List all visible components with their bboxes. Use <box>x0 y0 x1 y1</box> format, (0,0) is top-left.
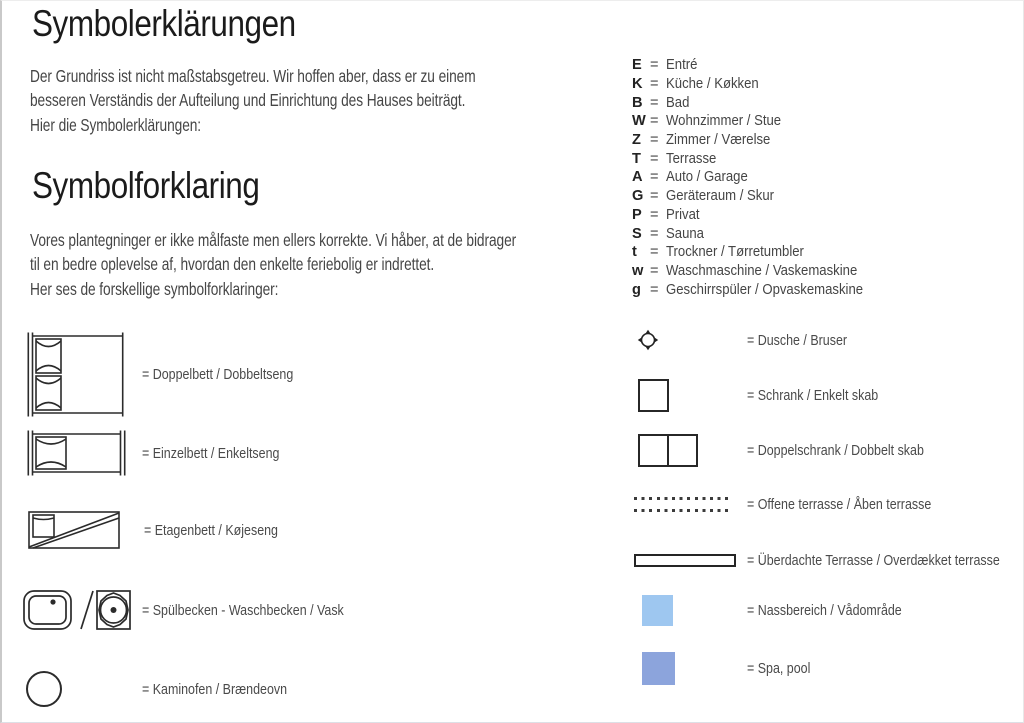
intro-da-line: til en bedre oplevelse af, hvordan den enkelte feriebolig er indrettet. <box>30 254 435 275</box>
equals-sign: = <box>650 225 659 242</box>
abbreviation-label: Waschmaschine / Vaskemaskine <box>666 262 858 279</box>
intro-de-line: Der Grundriss ist nicht maßstabsgetreu. Wir hoffen aber, dass er zu einem <box>30 66 476 86</box>
equals-sign: = <box>650 281 659 298</box>
intro-de-line: besseren Verständis der Aufteilung und Einrichtung des Hauses beiträgt. <box>30 90 466 111</box>
abbreviation-letter: E <box>632 57 642 74</box>
legend-label: = Einzelbett / Enkeltseng <box>142 444 280 462</box>
intro-paragraph-danish <box>30 225 653 301</box>
abbreviation-label: Geschirrspüler / Opvaskemaskine <box>666 281 864 298</box>
legend-row-double-bed <box>26 332 327 417</box>
legend-row-sink <box>23 588 388 632</box>
abbreviation-letter: K <box>632 76 643 93</box>
equals-sign: = <box>650 169 659 186</box>
abbreviation-letter: B <box>632 94 643 111</box>
page-title-german: Symbolerklärungen <box>32 3 296 44</box>
abbreviation-letter: T <box>632 150 641 167</box>
abbreviation-row <box>632 280 885 299</box>
spa-pool-swatch <box>642 652 747 685</box>
equals-sign: = <box>650 113 659 130</box>
equals-sign: = <box>650 244 659 261</box>
abbreviation-row <box>632 224 885 243</box>
abbreviation-row <box>632 112 885 131</box>
equals-sign: = <box>650 76 659 93</box>
intro-da-line: Her ses de forskellige symbolforklaringer: <box>30 278 279 299</box>
abbreviation-row <box>632 56 885 75</box>
abbreviation-letter: S <box>632 225 642 242</box>
abbreviation-label: Küche / Køkken <box>666 76 759 93</box>
legend-row-wardrobe <box>638 379 907 412</box>
abbreviation-label: Privat <box>666 206 700 223</box>
abbreviation-label: Bad <box>666 94 690 111</box>
legend-label: = Spülbecken - Waschbecken / Vask <box>142 601 344 619</box>
equals-sign: = <box>650 206 659 223</box>
legend-label: = Doppelschrank / Dobbelt skab <box>747 442 924 459</box>
abbreviation-row <box>632 262 885 281</box>
legend-row-double-wardrobe <box>638 434 963 467</box>
wood-stove-icon <box>25 670 142 708</box>
wet-area-swatch <box>642 595 747 626</box>
shower-icon <box>636 328 747 352</box>
open-terrace-icon <box>634 497 747 513</box>
abbreviation-letter: g <box>632 281 641 298</box>
page-title-danish: Symbolforklaring <box>32 165 260 206</box>
abbreviation-letter: Z <box>632 132 641 149</box>
legend-row-wood-stove <box>25 670 319 708</box>
legend-row-bunk-bed <box>28 511 307 549</box>
abbreviation-row <box>632 93 885 112</box>
legend-label: = Schrank / Enkelt skab <box>747 387 879 404</box>
equals-sign: = <box>650 132 659 149</box>
legend-row-single-bed <box>26 430 310 476</box>
double-bed-icon <box>26 332 142 417</box>
legend-label: = Überdachte Terrasse / Overdækket terrasse <box>747 552 1000 569</box>
abbreviation-row <box>632 187 885 206</box>
legend-label: = Etagenbett / Køjeseng <box>144 521 278 539</box>
legend-label: = Kaminofen / Brændeovn <box>142 680 288 698</box>
abbreviation-row <box>632 149 885 168</box>
abbreviation-label: Terrasse <box>666 150 717 167</box>
legend-row-covered-terrace <box>634 552 1024 569</box>
abbreviation-label: Wohnzimmer / Stue <box>666 113 782 130</box>
abbreviation-row <box>632 206 885 225</box>
legend-row-shower <box>636 328 869 352</box>
legend-label: = Doppelbett / Dobbeltseng <box>142 366 294 383</box>
abbreviation-label: Entré <box>666 57 698 74</box>
abbreviation-label: Trockner / Tørretumbler <box>666 244 804 261</box>
room-abbreviation-list <box>632 56 885 299</box>
abbreviation-letter: A <box>632 169 643 186</box>
abbreviation-label: Auto / Garage <box>666 169 748 186</box>
sink-washbasin-icon <box>23 588 142 632</box>
double-wardrobe-icon <box>638 434 747 467</box>
equals-sign: = <box>650 188 659 205</box>
abbreviation-row <box>632 131 885 150</box>
equals-sign: = <box>650 94 659 111</box>
single-bed-icon <box>26 430 142 476</box>
legend-row-spa-pool <box>642 652 824 685</box>
bunk-bed-icon <box>28 511 144 549</box>
abbreviation-letter: w <box>632 262 644 279</box>
intro-de-line: Hier die Symbolerklärungen: <box>30 114 202 135</box>
abbreviation-letter: G <box>632 188 644 205</box>
abbreviation-label: Sauna <box>666 225 704 242</box>
abbreviation-row <box>632 75 885 94</box>
equals-sign: = <box>650 262 659 279</box>
legend-row-open-terrace <box>634 496 972 513</box>
abbreviation-letter: P <box>632 206 642 223</box>
equals-sign: = <box>650 57 659 74</box>
legend-label: = Spa, pool <box>747 660 811 677</box>
covered-terrace-icon <box>634 554 747 567</box>
abbreviation-letter: t <box>632 244 637 261</box>
wardrobe-icon <box>638 379 747 412</box>
abbreviation-row <box>632 243 885 262</box>
intro-paragraph-german <box>30 64 601 137</box>
equals-sign: = <box>650 150 659 167</box>
abbreviation-label: Zimmer / Værelse <box>666 132 771 149</box>
legend-label: = Dusche / Bruser <box>747 331 848 349</box>
abbreviation-label: Geräteraum / Skur <box>666 188 775 205</box>
abbreviation-letter: W <box>632 113 646 130</box>
legend-row-wet-area <box>642 595 936 626</box>
intro-da-line: Vores plantegninger er ikke målfaste men ellers korrekte. Vi håber, at de bidrager <box>30 230 517 250</box>
legend-label: = Offene terrasse / Åben terrasse <box>747 496 932 513</box>
legend-label: = Nassbereich / Vådområde <box>747 602 902 619</box>
abbreviation-row <box>632 168 885 187</box>
